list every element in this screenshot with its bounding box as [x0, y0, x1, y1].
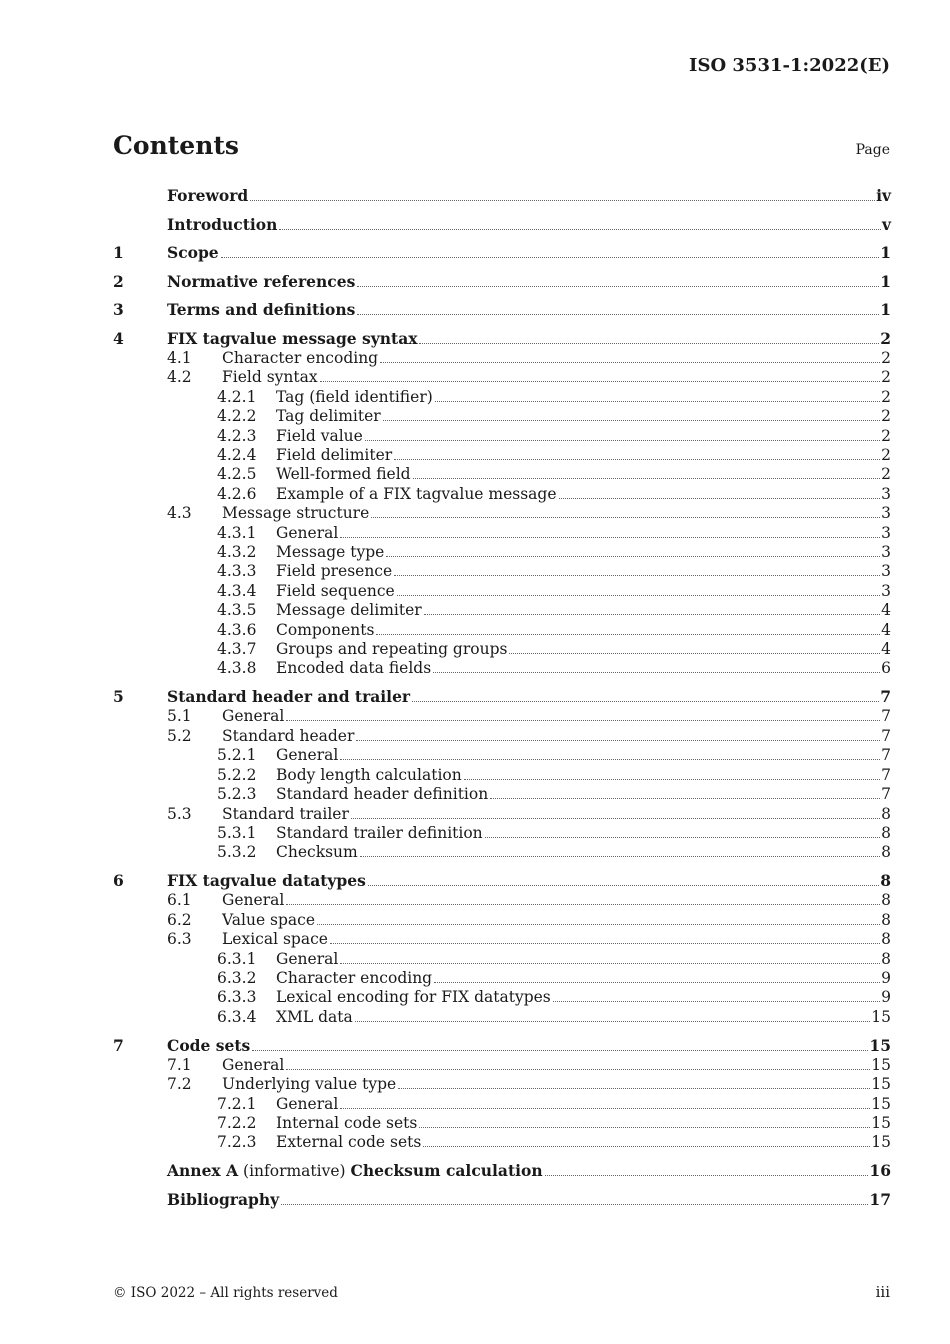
toc-entry-title-text: Terms and definitions	[167, 300, 356, 320]
toc-entry-title-text: Annex A	[167, 1161, 239, 1181]
toc-entry-page: 1	[880, 271, 891, 291]
toc-entry-title	[167, 243, 219, 263]
toc-entry-title	[167, 871, 366, 891]
toc-entry[interactable]	[113, 766, 891, 785]
toc-dot-leader	[281, 1204, 868, 1205]
toc-dot-leader	[340, 759, 880, 760]
toc-entry-number: 4.3.1	[217, 523, 257, 542]
toc-entry[interactable]	[113, 950, 891, 969]
toc-entry-page: 7	[881, 707, 891, 726]
toc-entry-title-text: Underlying value type	[222, 1075, 397, 1094]
toc-dot-leader	[412, 701, 879, 702]
toc-entry-number: 7.2.2	[217, 1113, 257, 1132]
toc-entry-page: v	[881, 214, 891, 234]
toc-entry-page: 7	[881, 746, 891, 765]
toc-entry[interactable]	[113, 524, 891, 543]
toc-entry[interactable]	[113, 805, 891, 824]
toc-entry-title	[276, 1008, 353, 1027]
toc-entry-title	[276, 1095, 338, 1114]
toc-entry-title	[276, 543, 384, 562]
toc-entry-number: 4.3.6	[217, 620, 257, 639]
toc-entry[interactable]	[113, 243, 891, 263]
toc-entry-title	[222, 349, 378, 368]
toc-entry-number: 5.3.2	[217, 843, 257, 862]
toc-entry-title	[167, 1036, 250, 1056]
toc-entry-title	[167, 1161, 543, 1181]
toc-entry[interactable]	[113, 930, 891, 949]
toc-entry-title	[276, 746, 338, 765]
toc-entry-title-text: Field sequence	[276, 581, 395, 600]
toc-entry[interactable]	[113, 746, 891, 765]
toc-entry[interactable]	[113, 640, 891, 659]
toc-entry[interactable]	[113, 485, 891, 504]
toc-entry-title	[276, 1133, 421, 1152]
toc-entry-title	[276, 407, 381, 426]
toc-entry-page: 3	[881, 504, 891, 523]
toc-entry-title	[167, 687, 410, 707]
toc-entry-title-text: Components	[276, 620, 375, 639]
toc-entry[interactable]	[113, 1114, 891, 1133]
toc-dot-leader	[357, 314, 879, 315]
toc-entry-number: 6.2	[167, 910, 192, 929]
toc-entry-title	[276, 562, 392, 581]
toc-entry-page: 15	[871, 1094, 891, 1113]
toc-entry-page: 8	[881, 843, 891, 862]
toc-entry-title	[276, 988, 551, 1007]
toc-entry-title-text: Lexical space	[222, 930, 328, 949]
toc-entry-title-text: Standard trailer	[222, 804, 349, 823]
toc-entry[interactable]	[113, 659, 891, 678]
toc-entry[interactable]	[113, 407, 891, 426]
toc-entry-number: 4.1	[167, 348, 192, 367]
document-identifier: ISO 3531-1:2022(E)	[689, 55, 890, 76]
toc-entry-page: 8	[881, 891, 891, 910]
toc-entry-title-text: Example of a FIX tagvalue message	[276, 484, 557, 503]
toc-entry-number: 6.3.2	[217, 968, 257, 987]
toc-entry-number: 7.1	[167, 1055, 192, 1074]
toc-entry-title-text: Checksum	[276, 843, 358, 862]
toc-entry-title-text: Character encoding	[222, 348, 379, 367]
toc-entry-number: 7.2	[167, 1075, 192, 1094]
toc-entry-title	[222, 1075, 396, 1094]
toc-entry-page: 3	[881, 484, 891, 503]
toc-entry-page: 15	[871, 1075, 891, 1094]
toc-entry-page: 2	[880, 328, 891, 348]
toc-entry[interactable]	[113, 707, 891, 726]
toc-dot-leader	[435, 401, 880, 402]
toc-entry-number: 3	[113, 300, 124, 320]
toc-entry-title	[276, 843, 358, 862]
toc-entry-title-text: Value space	[222, 910, 316, 929]
toc-entry-page: 8	[881, 949, 891, 968]
toc-entry-number: 4.3.7	[217, 640, 257, 659]
toc-dot-leader	[509, 653, 880, 654]
toc-entry[interactable]	[113, 601, 891, 620]
toc-entry-title-text: General	[276, 949, 339, 968]
toc-entry[interactable]	[113, 562, 891, 581]
toc-entry[interactable]	[113, 911, 891, 930]
toc-entry[interactable]	[113, 349, 891, 368]
toc-entry-number: 4.2.1	[217, 387, 257, 406]
toc-entry[interactable]	[113, 1036, 891, 1056]
toc-entry-page: 3	[881, 581, 891, 600]
toc-entry-number: 7.2.3	[217, 1133, 257, 1152]
toc-entry-page: 3	[881, 523, 891, 542]
toc-entry[interactable]	[113, 988, 891, 1007]
toc-dot-leader	[419, 1127, 870, 1128]
toc-dot-leader	[380, 362, 880, 363]
toc-entry-number: 5.3.1	[217, 823, 257, 842]
toc-entry-page: 2	[881, 348, 891, 367]
toc-entry-title	[276, 785, 488, 804]
toc-entry-page: 4	[881, 640, 891, 659]
toc-entry-title	[276, 659, 431, 678]
toc-entry[interactable]	[113, 186, 891, 206]
toc-dot-leader	[485, 837, 880, 838]
toc-entry-number: 6.3.1	[217, 949, 257, 968]
toc-entry-title	[276, 766, 462, 785]
toc-entry-title-text: Field syntax	[222, 368, 318, 387]
toc-entry-page: 15	[869, 1035, 891, 1055]
toc-entry-title-text: Scope	[167, 243, 219, 263]
toc-entry-page: 3	[881, 562, 891, 581]
toc-entry-title	[276, 582, 395, 601]
toc-entry-page: 1	[880, 300, 891, 320]
toc-entry-title-text: External code sets	[276, 1133, 422, 1152]
toc-entry[interactable]	[113, 465, 891, 484]
toc-entry-page: 8	[881, 823, 891, 842]
toc-entry-number: 5	[113, 687, 124, 707]
toc-entry-title-text: Normative references	[167, 271, 356, 291]
toc-entry-number: 2	[113, 271, 124, 291]
toc-entry-title-text: Lexical encoding for FIX datatypes	[276, 988, 551, 1007]
toc-entry[interactable]	[113, 891, 891, 910]
toc-dot-leader	[559, 498, 881, 499]
toc-entry[interactable]	[113, 368, 891, 387]
toc-dot-leader	[397, 595, 880, 596]
toc-entry-title-text: General	[276, 523, 339, 542]
toc-dot-leader	[368, 885, 879, 886]
toc-entry-title-text: Body length calculation	[276, 765, 462, 784]
toc-entry[interactable]	[113, 727, 891, 746]
toc-entry-page: 15	[871, 1055, 891, 1074]
toc-entry-number: 5.2	[167, 726, 192, 745]
toc-dot-leader	[330, 943, 880, 944]
toc-entry[interactable]	[113, 446, 891, 465]
toc-entry[interactable]	[113, 329, 891, 349]
toc-entry-title	[222, 707, 284, 726]
toc-entry-number: 7.2.1	[217, 1094, 257, 1113]
toc-entry[interactable]	[113, 843, 891, 862]
toc-entry-page: 16	[869, 1161, 891, 1181]
toc-entry[interactable]	[113, 1095, 891, 1114]
toc-dot-leader	[357, 286, 879, 287]
toc-dot-leader	[490, 798, 880, 799]
toc-entry-page: 2	[881, 465, 891, 484]
toc-entry-number: 4	[113, 328, 124, 348]
toc-entry-number: 5.1	[167, 707, 192, 726]
page-number: iii	[875, 1283, 890, 1301]
toc-entry[interactable]	[113, 1133, 891, 1152]
toc-entry-title-qualifier: (informative)	[238, 1162, 351, 1181]
toc-entry-title	[276, 465, 411, 484]
toc-entry-title-text: Message structure	[222, 504, 370, 523]
toc-entry-number: 6.3	[167, 930, 192, 949]
toc-entry-title	[276, 524, 338, 543]
toc-entry-title	[276, 621, 374, 640]
toc-entry-title	[167, 300, 355, 320]
toc-entry-page: 9	[881, 988, 891, 1007]
toc-entry-title-text: XML data	[276, 1007, 353, 1026]
toc-entry-title	[276, 446, 392, 465]
toc-dot-leader	[252, 1050, 868, 1051]
toc-entry[interactable]	[113, 504, 891, 523]
toc-entry-title	[222, 805, 349, 824]
toc-dot-leader	[317, 924, 880, 925]
toc-entry-number: 5.2.3	[217, 785, 257, 804]
toc-entry-page: 6	[881, 659, 891, 678]
copyright-notice: © ISO 2022 – All rights reserved	[113, 1285, 338, 1301]
toc-entry-number: 5.2.1	[217, 746, 257, 765]
toc-entry-title	[222, 930, 328, 949]
toc-entry-page: 7	[881, 765, 891, 784]
toc-entry-number: 4.2.6	[217, 484, 257, 503]
toc-entry-title-text: Tag (field identifier)	[276, 387, 433, 406]
toc-dot-leader	[286, 904, 880, 905]
toc-entry-title-text: General	[222, 1055, 285, 1074]
toc-entry-title	[222, 891, 284, 910]
toc-entry-title	[167, 186, 248, 206]
toc-entry-title-text: Character encoding	[276, 968, 433, 987]
toc-entry-number: 7	[113, 1035, 124, 1055]
toc-dot-leader	[413, 478, 881, 479]
toc-dot-leader	[394, 459, 880, 460]
toc-entry-number: 1	[113, 243, 124, 263]
toc-entry[interactable]	[113, 1008, 891, 1027]
toc-entry-title-text: Message delimiter	[276, 601, 422, 620]
toc-entry-title-text: FIX tagvalue datatypes	[167, 871, 366, 891]
toc-dot-leader	[434, 982, 880, 983]
toc-dot-leader	[371, 517, 880, 518]
toc-entry-title-text: Groups and repeating groups	[276, 640, 508, 659]
toc-entry[interactable]	[113, 1190, 891, 1210]
toc-entry-page: 4	[881, 601, 891, 620]
toc-entry[interactable]	[113, 427, 891, 446]
toc-entry-number: 5.3	[167, 804, 192, 823]
toc-dot-leader	[250, 200, 875, 201]
toc-entry-title-text: Encoded data fields	[276, 659, 432, 678]
toc-entry-title	[222, 368, 318, 387]
toc-dot-leader	[386, 556, 880, 557]
toc-entry-page: 8	[881, 930, 891, 949]
toc-entry-page: 17	[869, 1189, 891, 1209]
toc-entry-page: 2	[881, 446, 891, 464]
toc-entry-page: 3	[881, 543, 891, 562]
toc-entry[interactable]	[113, 871, 891, 891]
toc-entry-title	[276, 640, 507, 659]
toc-entry[interactable]	[113, 687, 891, 707]
toc-entry-page: 8	[881, 804, 891, 823]
toc-dot-leader	[320, 381, 881, 382]
toc-entry-number: 4.3.5	[217, 601, 257, 620]
toc-entry-page: 4	[881, 620, 891, 639]
toc-entry-number: 4.3	[167, 504, 192, 523]
toc-entry-number: 4.2.5	[217, 465, 257, 484]
toc-dot-leader	[365, 440, 880, 441]
toc-entry-page: 2	[881, 387, 891, 406]
toc-entry-title-text: Bibliography	[167, 1189, 280, 1209]
toc-entry-title-text: General	[222, 891, 285, 910]
toc-dot-leader	[394, 575, 880, 576]
toc-entry-page: 8	[881, 910, 891, 929]
toc-entry[interactable]	[113, 1075, 891, 1094]
toc-entry-page: iv	[876, 186, 891, 205]
toc-dot-leader	[464, 779, 880, 780]
toc-entry-number: 6.3.4	[217, 1007, 257, 1026]
toc-dot-leader	[383, 420, 880, 421]
toc-dot-leader	[340, 963, 880, 964]
toc-entry-title-text: Introduction	[167, 214, 278, 234]
toc-entry-title-text: Foreword	[167, 186, 249, 205]
toc-dot-leader	[340, 1108, 870, 1109]
toc-dot-leader	[286, 720, 880, 721]
toc-entry-number: 4.3.8	[217, 659, 257, 678]
toc-entry-title	[222, 727, 354, 746]
toc-entry-title-text: General	[276, 746, 339, 765]
toc-entry-title	[276, 388, 433, 407]
toc-entry-page: 2	[881, 368, 891, 387]
toc-entry-page: 1	[880, 243, 891, 263]
toc-entry-number: 6.3.3	[217, 988, 257, 1007]
toc-entry-title-text: Field value	[276, 426, 363, 445]
toc-entry-title	[167, 272, 355, 292]
toc-entry-title	[222, 911, 315, 930]
toc-dot-leader	[360, 856, 880, 857]
toc-entry[interactable]	[113, 300, 891, 320]
toc-entry-number: 4.3.4	[217, 581, 257, 600]
toc-entry[interactable]	[113, 1161, 891, 1181]
toc-entry-page: 2	[881, 426, 891, 445]
toc-entry[interactable]	[113, 582, 891, 601]
toc-entry[interactable]	[113, 543, 891, 562]
toc-entry-title-text: Code sets	[167, 1035, 251, 1055]
toc-entry-page: 15	[871, 1113, 891, 1132]
toc-dot-leader	[545, 1175, 869, 1176]
page-column-label: Page	[855, 142, 890, 158]
toc-entry-title	[276, 824, 483, 843]
toc-entry[interactable]	[113, 621, 891, 640]
toc-entry-title-text: General	[276, 1094, 339, 1113]
toc-entry-title-text: Standard header	[222, 726, 355, 745]
toc-dot-leader	[355, 1021, 871, 1022]
toc-entry-title	[276, 1114, 417, 1133]
toc-dot-leader	[424, 614, 880, 615]
toc-dot-leader	[221, 257, 880, 258]
toc-entry-title-text: Well-formed field	[276, 465, 411, 484]
toc-entry[interactable]	[113, 388, 891, 407]
toc-entry-title	[276, 601, 422, 620]
toc-entry-title	[167, 1190, 279, 1210]
toc-entry-title-text: Internal code sets	[276, 1113, 418, 1132]
toc-entry-page: 8	[880, 871, 891, 891]
toc-entry[interactable]	[113, 785, 891, 804]
toc-entry-number: 6.1	[167, 891, 192, 910]
toc-dot-leader	[286, 1069, 870, 1070]
table-of-contents	[113, 186, 891, 1210]
toc-entry-title-text: Message type	[276, 543, 385, 562]
toc-entry[interactable]	[113, 1056, 891, 1075]
toc-entry-page: 7	[881, 726, 891, 745]
toc-dot-leader	[423, 1146, 870, 1147]
toc-entry-page: 15	[871, 1007, 891, 1026]
toc-entry-number: 5.2.2	[217, 765, 257, 784]
toc-entry[interactable]	[113, 824, 891, 843]
toc-dot-leader	[356, 740, 880, 741]
toc-dot-leader	[376, 634, 880, 635]
toc-entry-title-text: Standard trailer definition	[276, 823, 483, 842]
toc-dot-leader	[433, 672, 880, 673]
toc-entry-title-text: Checksum calculation	[350, 1161, 543, 1181]
contents-heading: Contents	[113, 131, 240, 160]
toc-entry-number: 4.2.3	[217, 426, 257, 445]
toc-entry-number: 6	[113, 871, 124, 891]
toc-entry-title	[167, 215, 277, 235]
toc-entry-title	[276, 427, 363, 446]
toc-entry-title-text: Standard header and trailer	[167, 687, 411, 707]
toc-entry-page: 2	[881, 407, 891, 426]
toc-dot-leader	[279, 229, 881, 230]
toc-entry-page: 9	[881, 968, 891, 987]
toc-entry-number: 4.3.2	[217, 543, 257, 562]
toc-entry-title	[167, 329, 417, 349]
toc-dot-leader	[398, 1088, 870, 1089]
toc-entry-title-text: Standard header definition	[276, 785, 489, 804]
toc-entry-title	[276, 485, 557, 504]
toc-entry-number: 4.2	[167, 368, 192, 387]
toc-entry-page: 7	[881, 785, 891, 804]
toc-entry[interactable]	[113, 272, 891, 292]
toc-entry-title-text: General	[222, 707, 285, 726]
toc-entry-title	[276, 969, 432, 988]
toc-entry-title-text: Field presence	[276, 562, 393, 581]
toc-entry[interactable]	[113, 215, 891, 235]
toc-dot-leader	[340, 537, 880, 538]
toc-entry-title-text: Field delimiter	[276, 446, 393, 464]
toc-entry-number: 4.2.2	[217, 407, 257, 426]
toc-entry-title	[276, 950, 338, 969]
toc-entry-number: 4.3.3	[217, 562, 257, 581]
toc-entry-title-text: Tag delimiter	[276, 407, 381, 426]
toc-dot-leader	[553, 1001, 880, 1002]
toc-entry-number: 4.2.4	[217, 446, 257, 464]
toc-entry-page: 7	[880, 687, 891, 707]
toc-entry-page: 15	[871, 1133, 891, 1152]
toc-dot-leader	[351, 818, 880, 819]
toc-entry-title	[222, 504, 369, 523]
toc-entry[interactable]	[113, 969, 891, 988]
toc-entry-title	[222, 1056, 284, 1075]
toc-entry-title-text: FIX tagvalue message syntax	[167, 328, 418, 348]
toc-dot-leader	[419, 343, 879, 344]
